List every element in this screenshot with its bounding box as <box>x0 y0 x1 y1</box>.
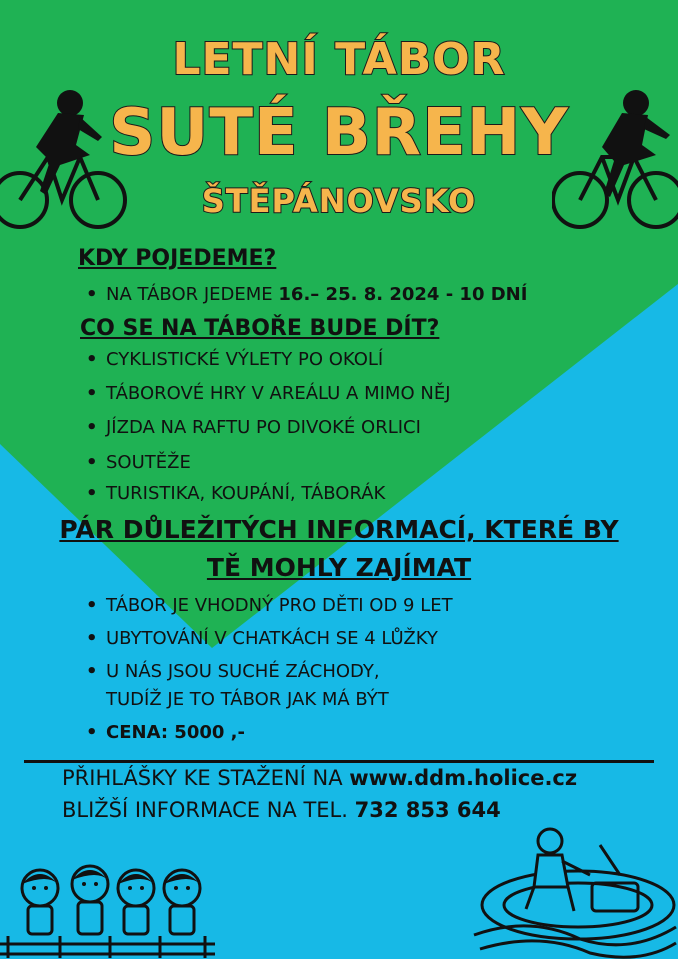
camp-dates: 16.– 25. 8. 2024 - 10 DNÍ <box>278 284 528 305</box>
list-item: • TÁBOROVÉ HRY V AREÁLU A MIMO NĚJ <box>80 382 451 406</box>
activities-list <box>80 348 451 506</box>
info-heading <box>0 511 678 587</box>
title-line1: LETNÍ TÁBOR <box>172 34 506 85</box>
registration-text: PŘIHLÁŠKY KE STAŽENÍ NA <box>62 766 350 790</box>
list-item: • UBYTOVÁNÍ V CHATKÁCH SE 4 LŮŽKY <box>80 627 453 651</box>
info-list <box>80 594 453 745</box>
when-heading: KDY POJEDEME? <box>78 246 277 271</box>
children-icon <box>0 858 215 959</box>
price: CENA: 5000 ,- <box>106 722 245 743</box>
list-item: • JÍZDA NA RAFTU PO DIVOKÉ ORLICI <box>80 416 451 440</box>
website-link[interactable]: www.ddm.holice.cz <box>349 766 578 790</box>
list-item <box>80 660 453 712</box>
divider <box>24 760 654 763</box>
cyclist-icon <box>0 85 130 235</box>
info-heading-line2: TĚ MOHLY ZAJÍMAT <box>206 553 472 582</box>
list-item <box>80 721 453 745</box>
when-list <box>80 283 527 307</box>
raft-icon <box>470 815 678 959</box>
cyclist-icon <box>552 85 678 235</box>
title-main: SUTÉ BŘEHY <box>109 96 569 170</box>
activities-heading: CO SE NA TÁBOŘE BUDE DÍT? <box>80 316 440 341</box>
list-item-line2: TUDÍŽ JE TO TÁBOR JAK MÁ BÝT <box>106 689 389 710</box>
registration-line <box>62 766 577 790</box>
info-heading-line1: PÁR DŮLEŽITÝCH INFORMACÍ, KTERÉ BY <box>59 515 619 544</box>
when-text: NA TÁBOR JEDEME <box>106 284 279 305</box>
list-item: • SOUTĚŽE <box>80 451 451 475</box>
phone-line <box>62 798 501 822</box>
list-item: • TURISTIKA, KOUPÁNÍ, TÁBORÁK <box>80 482 451 506</box>
phone-text: BLIŽŠÍ INFORMACE NA TEL. <box>62 798 355 822</box>
list-item: • TÁBOR JE VHODNÝ PRO DĚTI OD 9 LET <box>80 594 453 618</box>
title-location: ŠTĚPÁNOVSKO <box>201 182 477 220</box>
list-item <box>80 283 527 307</box>
phone-number: 732 853 644 <box>354 798 501 822</box>
list-item: • CYKLISTICKÉ VÝLETY PO OKOLÍ <box>80 348 451 372</box>
list-item-line1: • U NÁS JSOU SUCHÉ ZÁCHODY, <box>106 661 380 682</box>
